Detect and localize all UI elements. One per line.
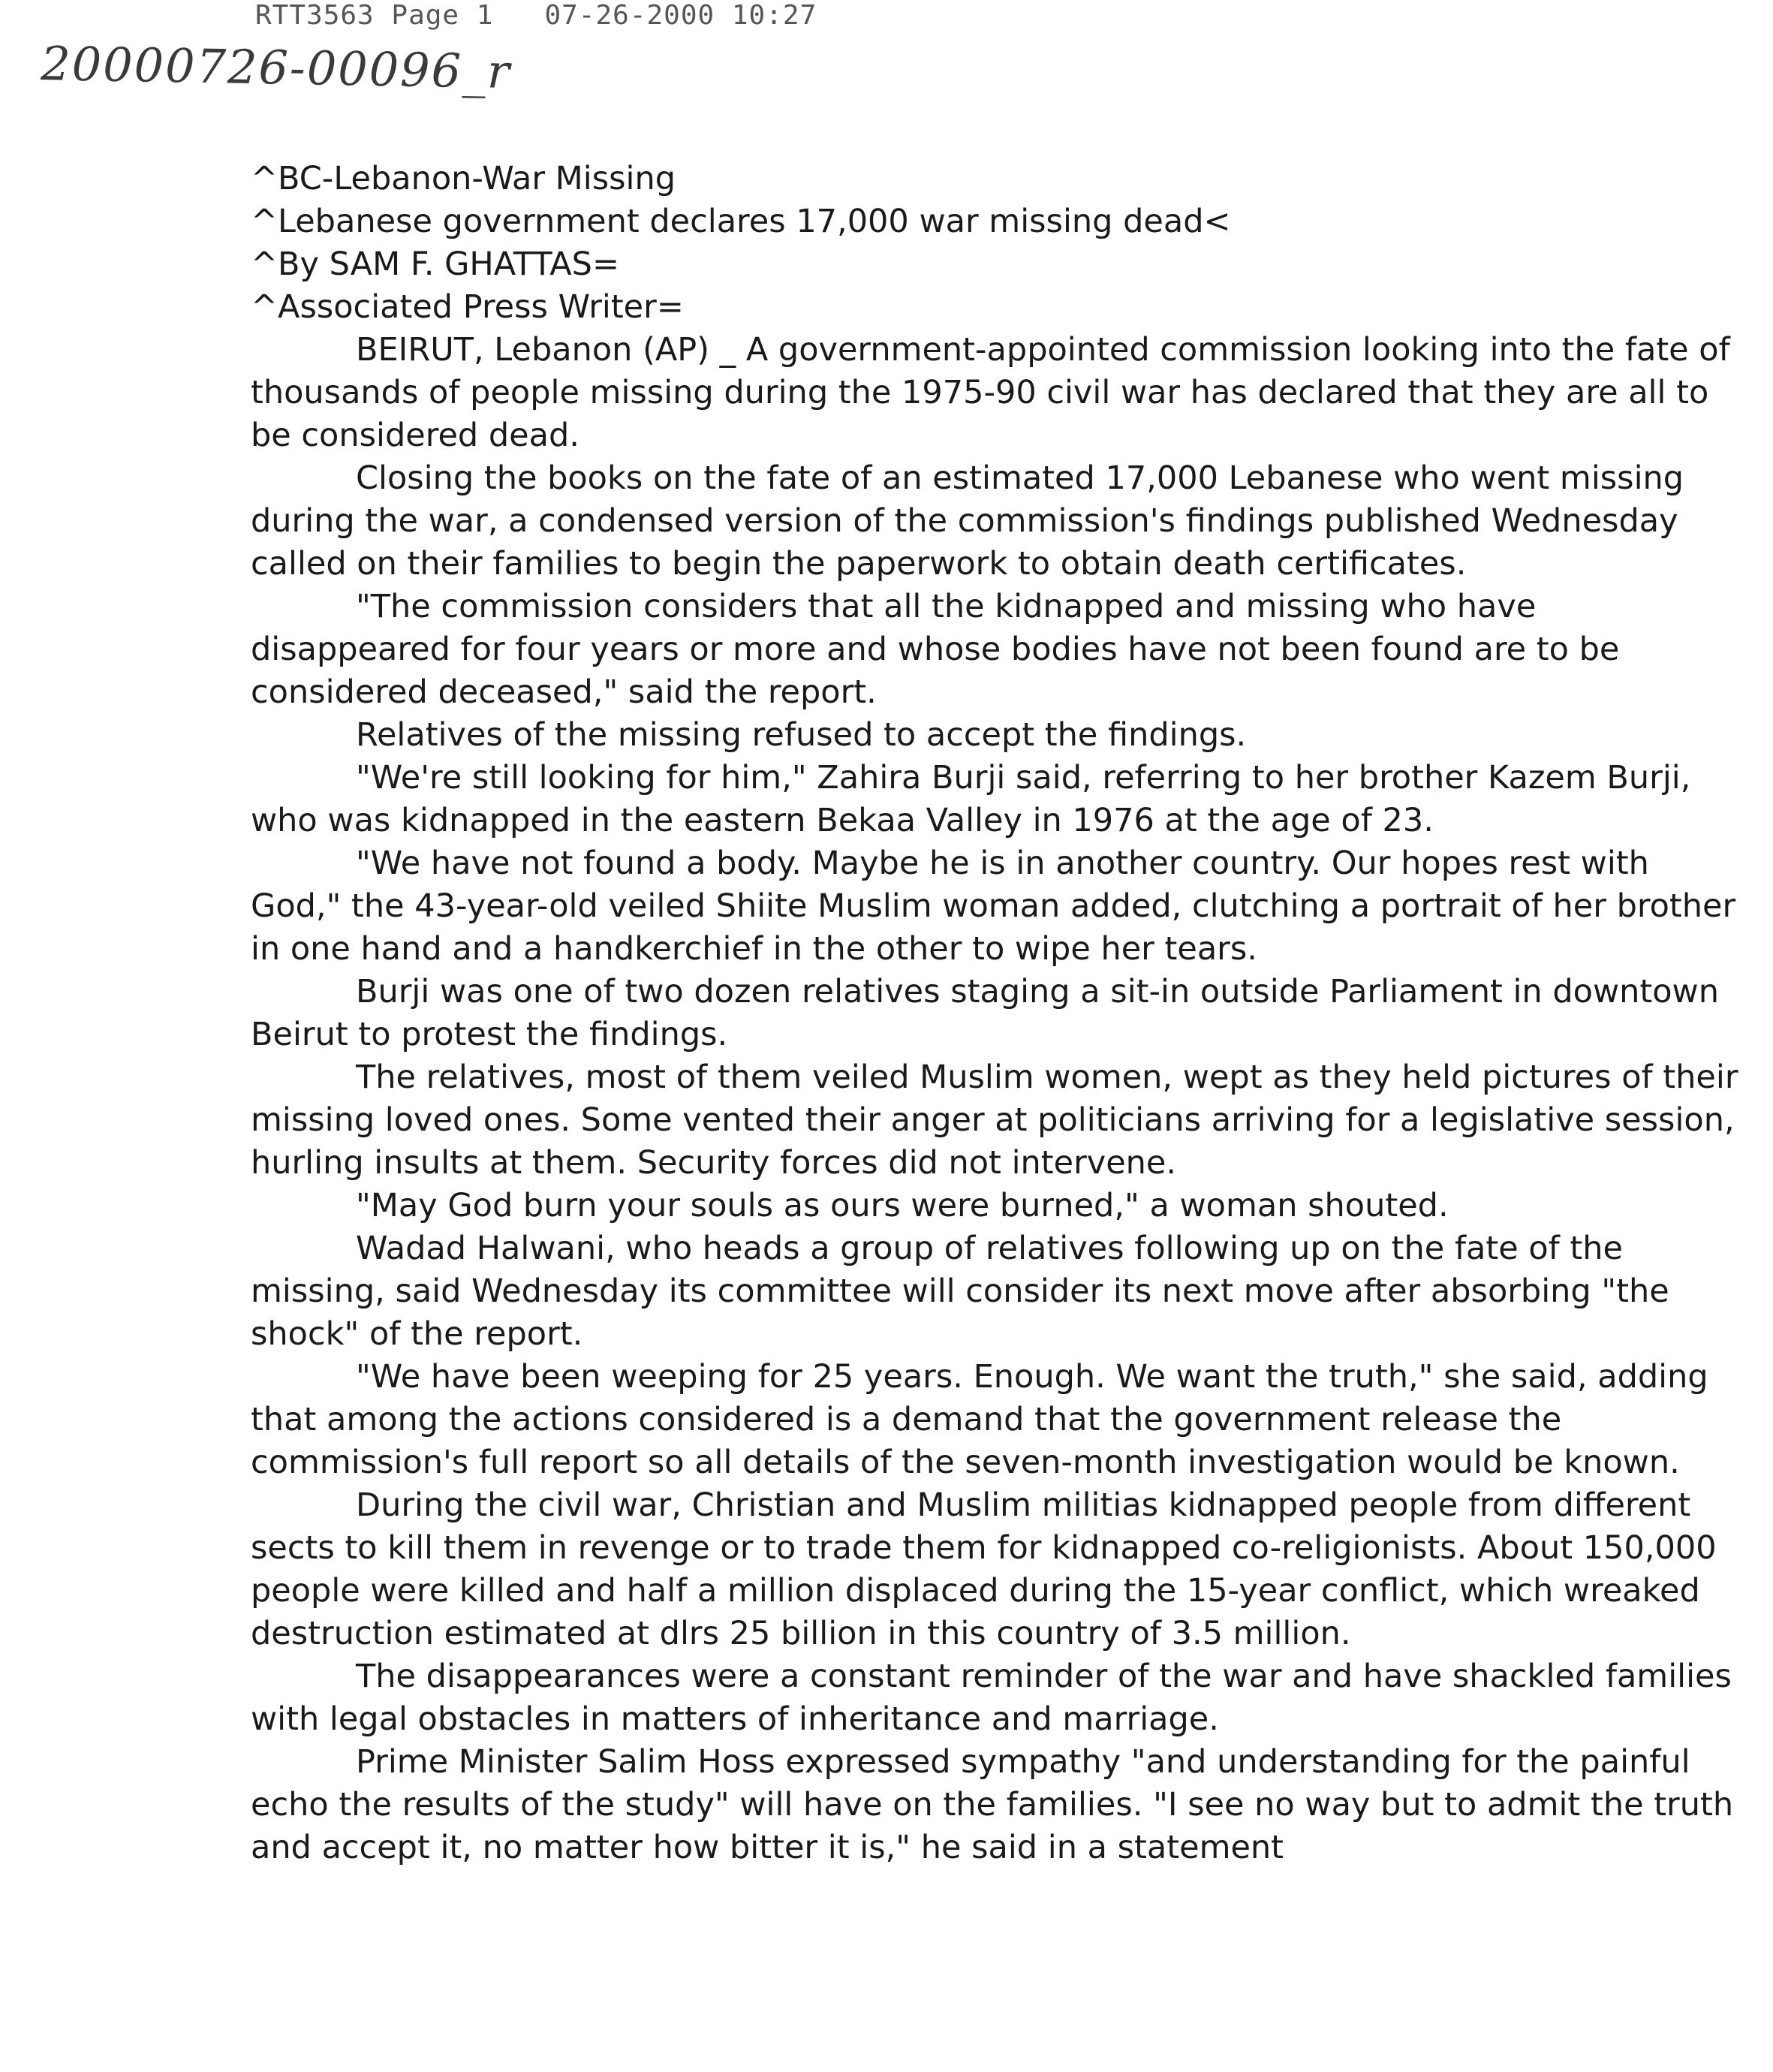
paragraph: During the civil war, Christian and Muslim militias kidnapped people from different sects to kill them in revenge or to trade them for kidnapped co-religionists. About 150,000 people were killed and half a million displaced during the 15-year conflict, which wreaked destruction estimated at dlrs 25 billion in this country of 3.5 million. (251, 1486, 1717, 1652)
affiliation: ^Associated Press Writer= (251, 288, 684, 326)
handwritten-document-code: 20000726-00096_r (40, 36, 512, 99)
paragraph: Prime Minister Salim Hoss expressed sympathy "and understanding for the painful echo the results of the study" will have on the families. "I see no way but to admit the truth and accept it, no matter how bitter it is," he said in a statement (251, 1743, 1734, 1866)
paragraph: The relatives, most of them veiled Muslim women, wept as they held pictures of their missing loved ones. Some vented their anger at politicians arriving for a legislative session, hurling insults at them. Security forces did not intervene. (251, 1059, 1738, 1182)
paragraph: The disappearances were a constant reminder of the war and have shackled families with legal obstacles in matters of inheritance and marriage. (251, 1658, 1732, 1738)
paragraph: "We're still looking for him," Zahira Burji said, referring to her brother Kazem Burji, who was kidnapped in the eastern Bekaa Valley in 1976 at the age of 23. (251, 759, 1691, 839)
paragraph: Wadad Halwani, who heads a group of relatives following up on the fate of the missing, said Wednesday its committee will consider its next move after absorbing "the shock" of the report. (251, 1230, 1669, 1353)
article (251, 158, 1744, 1869)
paragraph: "May God burn your souls as ours were burned," a woman shouted. (356, 1187, 1449, 1224)
paragraph: Burji was one of two dozen relatives staging a sit-in outside Parliament in downtown Beirut to protest the findings. (251, 973, 1719, 1053)
headline: ^Lebanese government declares 17,000 war missing dead< (251, 203, 1231, 240)
paragraph: "The commission considers that all the kidnapped and missing who have disappeared for four years or more and whose bodies have not been found are to be considered deceased," said the report. (251, 588, 1620, 711)
paragraph: Closing the books on the fate of an estimated 17,000 Lebanese who went missing during the war, a condensed version of the commission's findings published Wednesday called on their families to begin the paperwork to obtain death certificates. (251, 459, 1684, 583)
paragraph: BEIRUT, Lebanon (AP) _ A government-appointed commission looking into the fate of thousands of people missing during the 1975-90 civil war has declared that they are all to be considered dead. (251, 331, 1730, 454)
paragraph: "We have been weeping for 25 years. Enough. We want the truth," she said, adding that among the actions considered is a demand that the government release the commission's full report so all details of the seven-month investigation would be known. (251, 1358, 1708, 1481)
byline: ^By SAM F. GHATTAS= (251, 245, 619, 283)
paragraph: Relatives of the missing refused to accept the findings. (356, 716, 1247, 754)
fax-header-stamp: RTT3563 Page 1 07-26-2000 10:27 (255, 0, 817, 31)
paragraph: "We have not found a body. Maybe he is in another country. Our hopes rest with God," the 43-year-old veiled Shiite Muslim woman added, clutching a portrait of her brother in one hand and a handkerchief in the other to wipe her tears. (251, 845, 1736, 968)
slug-category: ^BC-Lebanon-War Missing (251, 160, 676, 197)
